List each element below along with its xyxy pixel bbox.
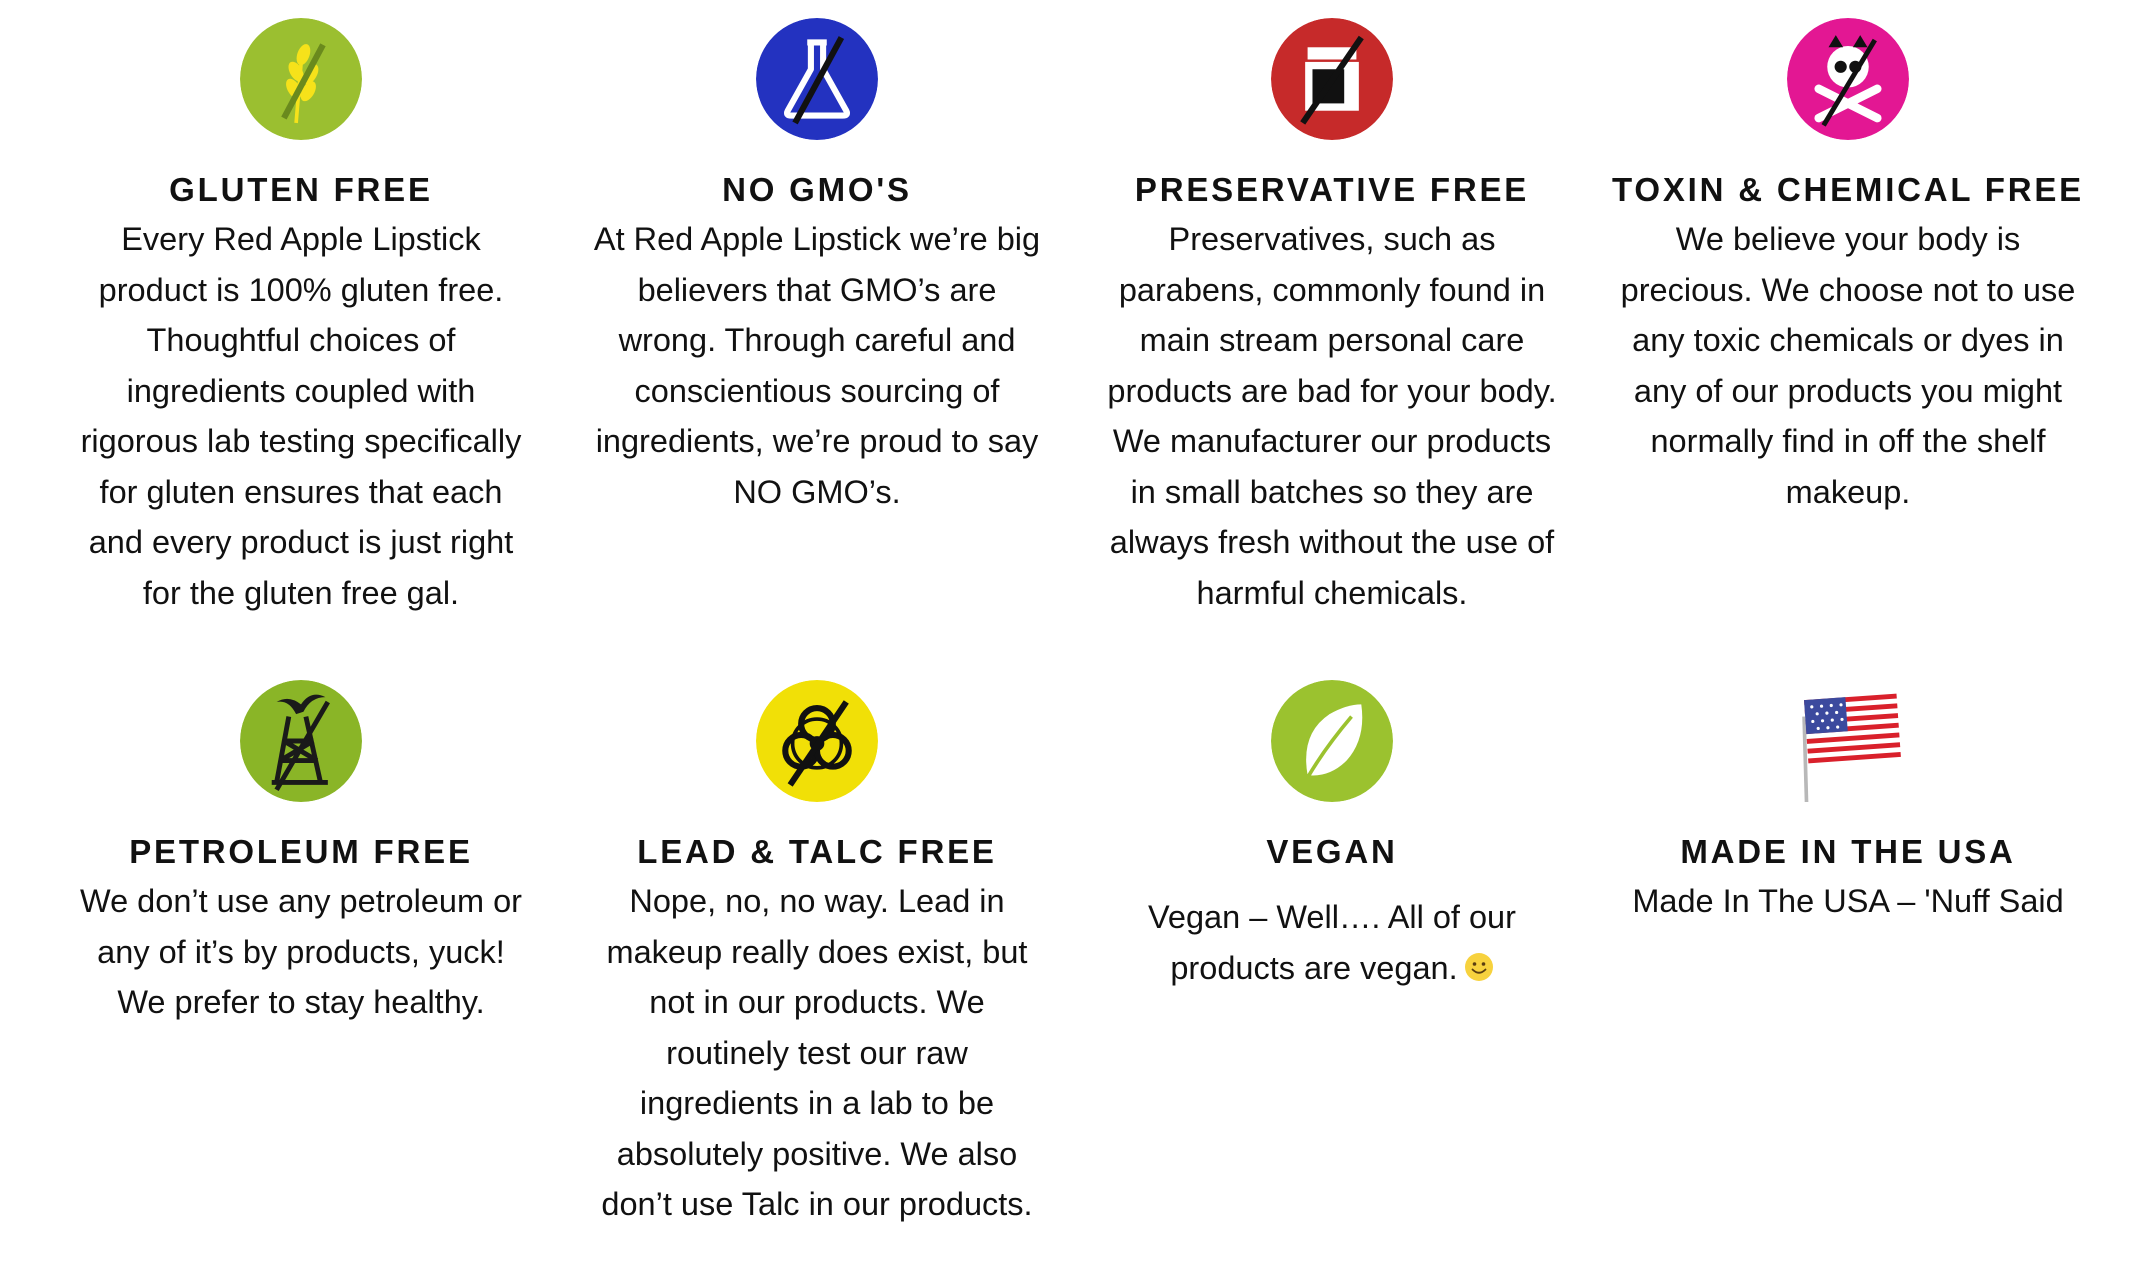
description-line: NO GMO’s. <box>733 473 901 510</box>
description-line: Every Red Apple Lipstick <box>121 221 481 257</box>
feature-title: TOXIN & CHEMICAL FREE <box>1612 171 2084 208</box>
description-line: absolutely positive. We also <box>616 1135 1018 1172</box>
description-line: any toxic chemicals or dyes in <box>1632 322 2064 358</box>
description-line: normally find in off the shelf <box>1650 423 2046 459</box>
description-line: products are bad for your body. <box>1107 372 1557 409</box>
description-line: for the gluten free gal. <box>142 574 460 611</box>
feature-description <box>41 214 561 618</box>
description-line: We don’t use any petroleum or <box>79 883 522 919</box>
description-line: believers that GMO’s are <box>637 271 997 308</box>
wheat-crossed-icon <box>240 18 362 140</box>
description-line: ingredients, we’re proud to say <box>595 423 1039 459</box>
feature-title: LEAD & TALC FREE <box>637 833 997 870</box>
leaf-icon <box>1271 680 1393 802</box>
feature-description <box>41 876 561 1028</box>
description-line: product is 100% gluten free. <box>98 271 504 308</box>
description-line: and every product is just right <box>88 524 514 560</box>
feature-description <box>1072 214 1592 618</box>
description-line: makeup really does exist, but <box>606 933 1028 970</box>
description-line: Vegan – Well…. All of our <box>1148 899 1516 935</box>
description-line: ingredients coupled with <box>126 372 476 409</box>
feature-title: GLUTEN FREE <box>169 171 433 208</box>
feature-title: PRESERVATIVE FREE <box>1134 171 1530 208</box>
flask-crossed-icon <box>756 18 878 140</box>
description-line: always fresh without the use of <box>1109 524 1555 560</box>
feature-title: NO GMO'S <box>722 171 912 208</box>
description-line: routinely test our raw <box>666 1034 968 1071</box>
feature-description <box>1072 892 1592 993</box>
description-line: in small batches so they are <box>1130 473 1534 510</box>
smiley-emoji-icon <box>1464 952 1494 982</box>
description-line: conscientious sourcing of <box>634 372 1000 409</box>
description-line: harmful chemicals. <box>1196 574 1468 611</box>
feature-description <box>1588 214 2108 517</box>
description-line: don’t use Talc in our products. <box>601 1186 1033 1222</box>
description-line: parabens, commonly found in <box>1118 271 1546 308</box>
usa-flag-icon <box>1787 680 1909 802</box>
description-line: wrong. Through careful and <box>618 322 1016 358</box>
feature-title: PETROLEUM FREE <box>129 833 473 870</box>
description-line: any of our products you might <box>1633 372 2063 409</box>
description-line: makeup. <box>1785 473 1911 510</box>
feature-description <box>1588 876 2108 927</box>
jar-crossed-icon <box>1271 18 1393 140</box>
description-line: products are vegan. <box>1170 949 1458 986</box>
description-line: We believe your body is <box>1675 221 2021 257</box>
description-line: any of it’s by products, yuck! <box>97 933 505 970</box>
description-line: At Red Apple Lipstick we’re big <box>593 221 1041 257</box>
feature-title: VEGAN <box>1266 833 1398 870</box>
feature-description <box>557 876 1077 1230</box>
description-line: precious. We choose not to use <box>1620 271 2076 308</box>
skull-crossbones-icon <box>1787 18 1909 140</box>
description-line: Made In The USA – 'Nuff Said <box>1632 883 2064 919</box>
description-line: Nope, no, no way. Lead in <box>629 883 1005 919</box>
feature-title: MADE IN THE USA <box>1680 833 2016 870</box>
oil-derrick-crossed-icon <box>240 680 362 802</box>
description-line: ingredients in a lab to be <box>639 1085 995 1121</box>
description-line: for gluten ensures that each <box>99 473 503 510</box>
biohazard-crossed-icon <box>756 680 878 802</box>
description-line: rigorous lab testing specifically <box>80 423 522 459</box>
description-line-with-emoji <box>1072 943 1592 994</box>
description-line: We manufacturer our products <box>1112 423 1552 459</box>
description-line: not in our products. We <box>649 984 985 1020</box>
description-line: Thoughtful choices of <box>146 322 456 358</box>
feature-description <box>557 214 1077 517</box>
description-line: Preservatives, such as <box>1168 221 1496 257</box>
description-line: We prefer to stay healthy. <box>117 984 485 1020</box>
description-line: main stream personal care <box>1139 322 1525 358</box>
